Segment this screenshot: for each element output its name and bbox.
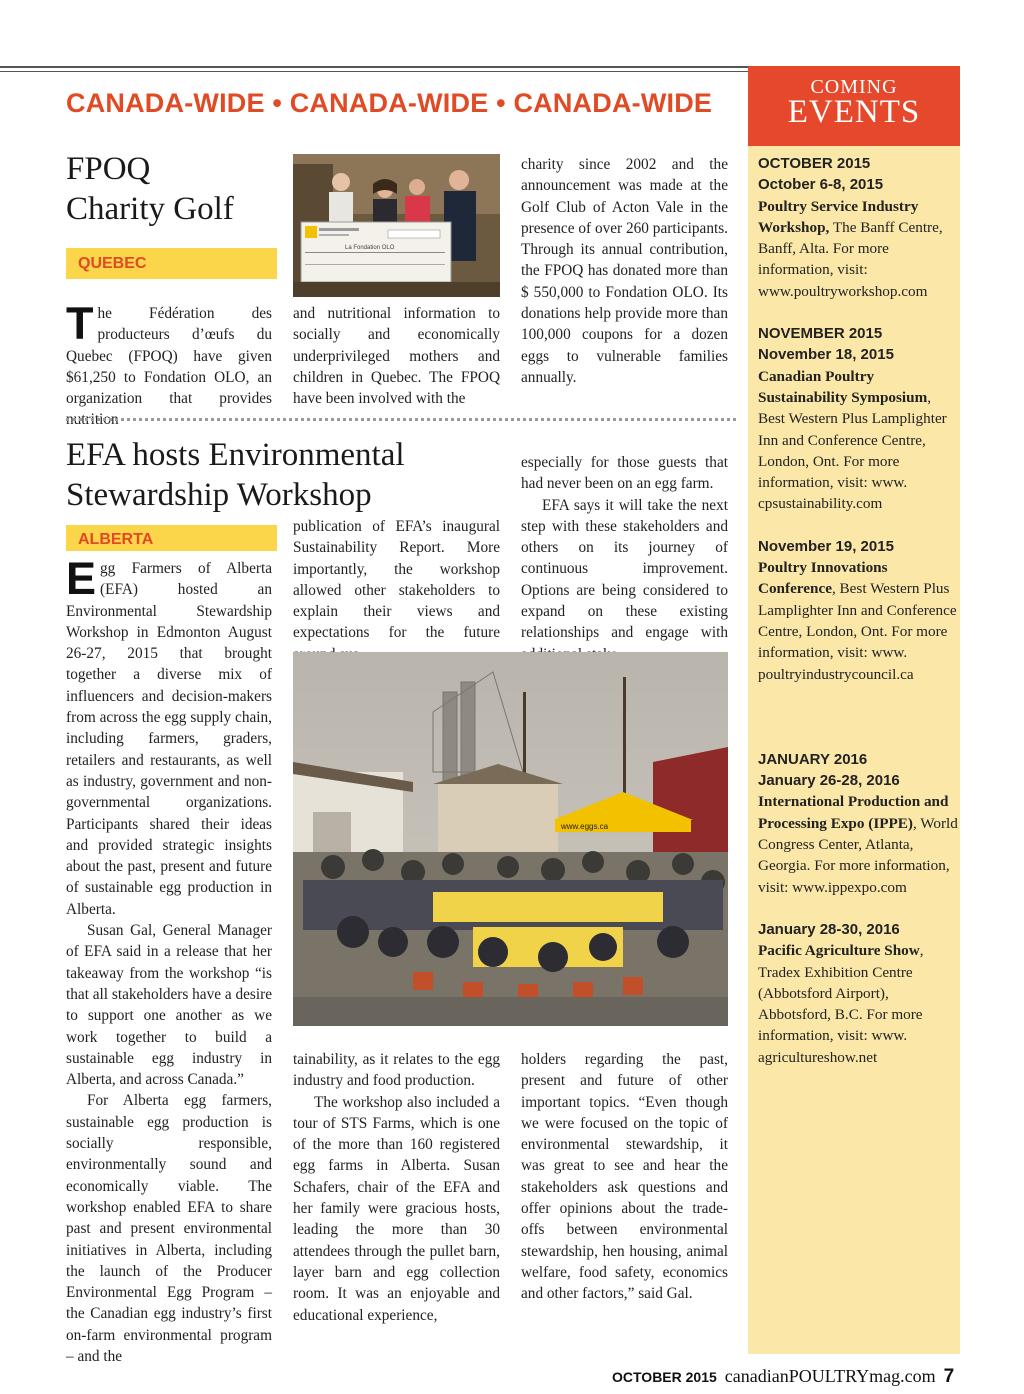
event-body	[758, 366, 958, 515]
event-date: November 19, 2015	[758, 537, 894, 555]
event-detail: , Tradex Exhibition Centre (Abbotsford Airport), Abbotsford, B.C. For more information, visit: www. agricultureshow.net	[758, 942, 924, 1066]
article2-column-2-top	[293, 516, 500, 665]
event-name: International Production and Processing Expo (IPPE)	[758, 793, 949, 832]
event-date: November 18, 2015	[758, 346, 894, 364]
workshop-photo	[293, 652, 728, 1026]
article1-title	[66, 149, 234, 229]
event-name: Poultry Innovations Conference	[758, 559, 888, 598]
article2-dropcap: E	[66, 553, 97, 604]
event-detail: , Best Western Plus Lamplighter Inn and Conference Centre, London, Ont. For more information, visit: www. poultryindustrycouncil.ca	[758, 580, 957, 683]
event-date: January 26-28, 2016	[758, 772, 900, 790]
event-body	[758, 791, 958, 897]
event-name: Poultry Service Industry Workshop,	[758, 197, 919, 236]
event-body	[758, 940, 958, 1068]
article1-column-1	[66, 298, 272, 431]
article1-col1-text: he Fédération des producteurs d’œufs du Quebec (FPOQ) have given $61,250 to Fondation OLO, an organization that provides nutrition	[66, 305, 272, 429]
event-entry	[758, 323, 958, 515]
footer-month: OCTOBER 2015	[612, 1369, 717, 1385]
event-body	[758, 196, 958, 302]
event-detail: , Best Western Plus Lamplighter Inn and Conference Centre, London, Ont. For more information, visit: www. cpsustainability.com	[758, 388, 947, 513]
event-entry	[758, 919, 958, 1068]
article1-column-3	[521, 154, 728, 388]
event-detail: The Banff Centre, Banff, Alta. For more information, visit: www.poultryworkshop.com	[758, 218, 943, 300]
event-date: October 6-8, 2015	[758, 176, 884, 194]
tent-text: www.eggs.ca	[561, 822, 609, 831]
article1-region-tag: QUEBEC	[66, 248, 277, 279]
article2-col3-top-p2: EFA says it will take the next step with these stakeholders and others on its journey of continuous improvement. Options are being considered to expand on these existing relationships and engage with	[521, 496, 728, 642]
page-footer	[612, 1366, 954, 1388]
event-entry	[758, 536, 958, 685]
event-entry	[758, 749, 958, 898]
event-name: Pacific Agriculture Show	[758, 942, 920, 960]
event-date: January 28-30, 2016	[758, 920, 900, 938]
coming-label: COMING	[810, 76, 898, 98]
article-divider	[66, 418, 736, 421]
section-banner: CANADA-WIDE • CANADA-WIDE • CANADA-WIDE	[66, 88, 713, 118]
cheque-text: La Fondation OLO	[345, 245, 395, 251]
event-month: OCTOBER 2015	[758, 155, 871, 172]
article2-col1-p3: For Alberta egg farmers, sustainable egg production is socially responsible, environmentally sound and economically viable. The workshop enabled EFA to share past and present environmental initiatives in Alberta, including the launch of the Producer Environmental Egg Program – the Canadian egg industry’s first on-farm environmental program – and the	[66, 1092, 272, 1365]
article2-col3-bottom: holders regarding the past, present and future of other important topics. “Even though we were focused on the topic of environmental stewardship, it was great to see and hear the stakeholders ask questions and offer opinions about the trade-offs between environmental stewardship, hen housing, animal welfare, food safety, economics and other factors,” said Gal.	[521, 1051, 728, 1303]
event-detail: , World Congress Center, Atlanta, Georgia. For more information, visit: www.ippexpo.com	[758, 814, 958, 896]
coming-events-heading	[748, 66, 960, 146]
top-rule-thin	[0, 71, 748, 72]
cheque-presentation-photo	[293, 154, 500, 297]
event-entry	[758, 153, 958, 302]
article1-title-line2: Charity Golf	[66, 191, 234, 227]
article2-column-3-bottom	[521, 1049, 728, 1305]
page-number: 7	[943, 1366, 955, 1387]
article1-col3-text: charity since 2002 and the announcement was made at the Golf Club of Acton Vale in the presence of over 260 participants. Through its annual contribution, the FPOQ has donated more than $ 550,000 to Fondation OLO. Its donations help provide more than 100,000 coupons for a dozen eggs to vulnerable families annually.	[521, 156, 728, 386]
event-name: Canadian Poultry Sustainability Symposium	[758, 367, 928, 406]
events-label: EVENTS	[787, 94, 921, 130]
article1-col2-text: and nutritional information to socially and economically underprivileged mothers and children in Quebec. The FPOQ have been involved with the	[293, 305, 500, 408]
article2-col3-top-p1: especially for those guests that had never been on an egg farm.	[521, 454, 728, 493]
article2-col1-p2: Susan Gal, General Manager of EFA said in a release that her takeaway from the workshop “is that all stakeholders have a desire to support one another as we work together to build a sustainable egg industry in Alberta, and across Canada.”	[66, 922, 273, 1089]
article2-col2-top: publication of EFA’s inaugural Sustainability Report. More importantly, the workshop allowed other stakeholders to explain their views and expectations for the future	[293, 518, 500, 642]
top-rule	[0, 66, 748, 68]
event-month: JANUARY 2016	[758, 750, 868, 768]
article2-col1-p1: gg Farmers of Alberta (EFA) hosted an Environmental Stewardship Workshop in Edmonton August 26-27, 2015 that brought together a diverse mix of influencers and decision-makers from across the egg supply chain, including farmers, graders, retailers and restaurants, as well as industry, government and non-governmental organizations. Participants shared their ideas and provided strategic insights about the past, present and future of sustainable egg production in Alberta.	[66, 560, 272, 918]
article2-col2-bottom-p2: The workshop also included a tour of STS Farms, which is one of the more than 160 registered egg farms in Alberta. Susan Schafers, chair of the EFA and her family were gracious hosts, leading the more than 30 attendees through the pullet barn, layer barn and egg collection room. It was an enjoyable and educational experience,	[293, 1093, 500, 1324]
article2-column-3-top	[521, 452, 728, 665]
article2-region-tag: ALBERTA	[66, 525, 277, 551]
footer-site: canadianPOULTRYmag.com	[724, 1366, 936, 1386]
events-list	[758, 153, 958, 1089]
article1-dropcap: T	[66, 298, 94, 349]
event-month: NOVEMBER 2015	[758, 325, 883, 343]
article1-title-line1: FPOQ	[66, 151, 151, 187]
event-body	[758, 557, 958, 685]
article1-column-2	[293, 303, 500, 409]
article2-title-line1: EFA hosts Environmental	[66, 437, 405, 473]
article2-column-2-bottom	[293, 1049, 500, 1326]
article2-col2-bottom-p1: tainability, as it relates to the egg industry and food production.	[293, 1051, 500, 1090]
article2-column-1	[66, 553, 273, 1367]
article2-title	[66, 435, 405, 515]
article2-title-line2: Stewardship Workshop	[66, 477, 372, 513]
